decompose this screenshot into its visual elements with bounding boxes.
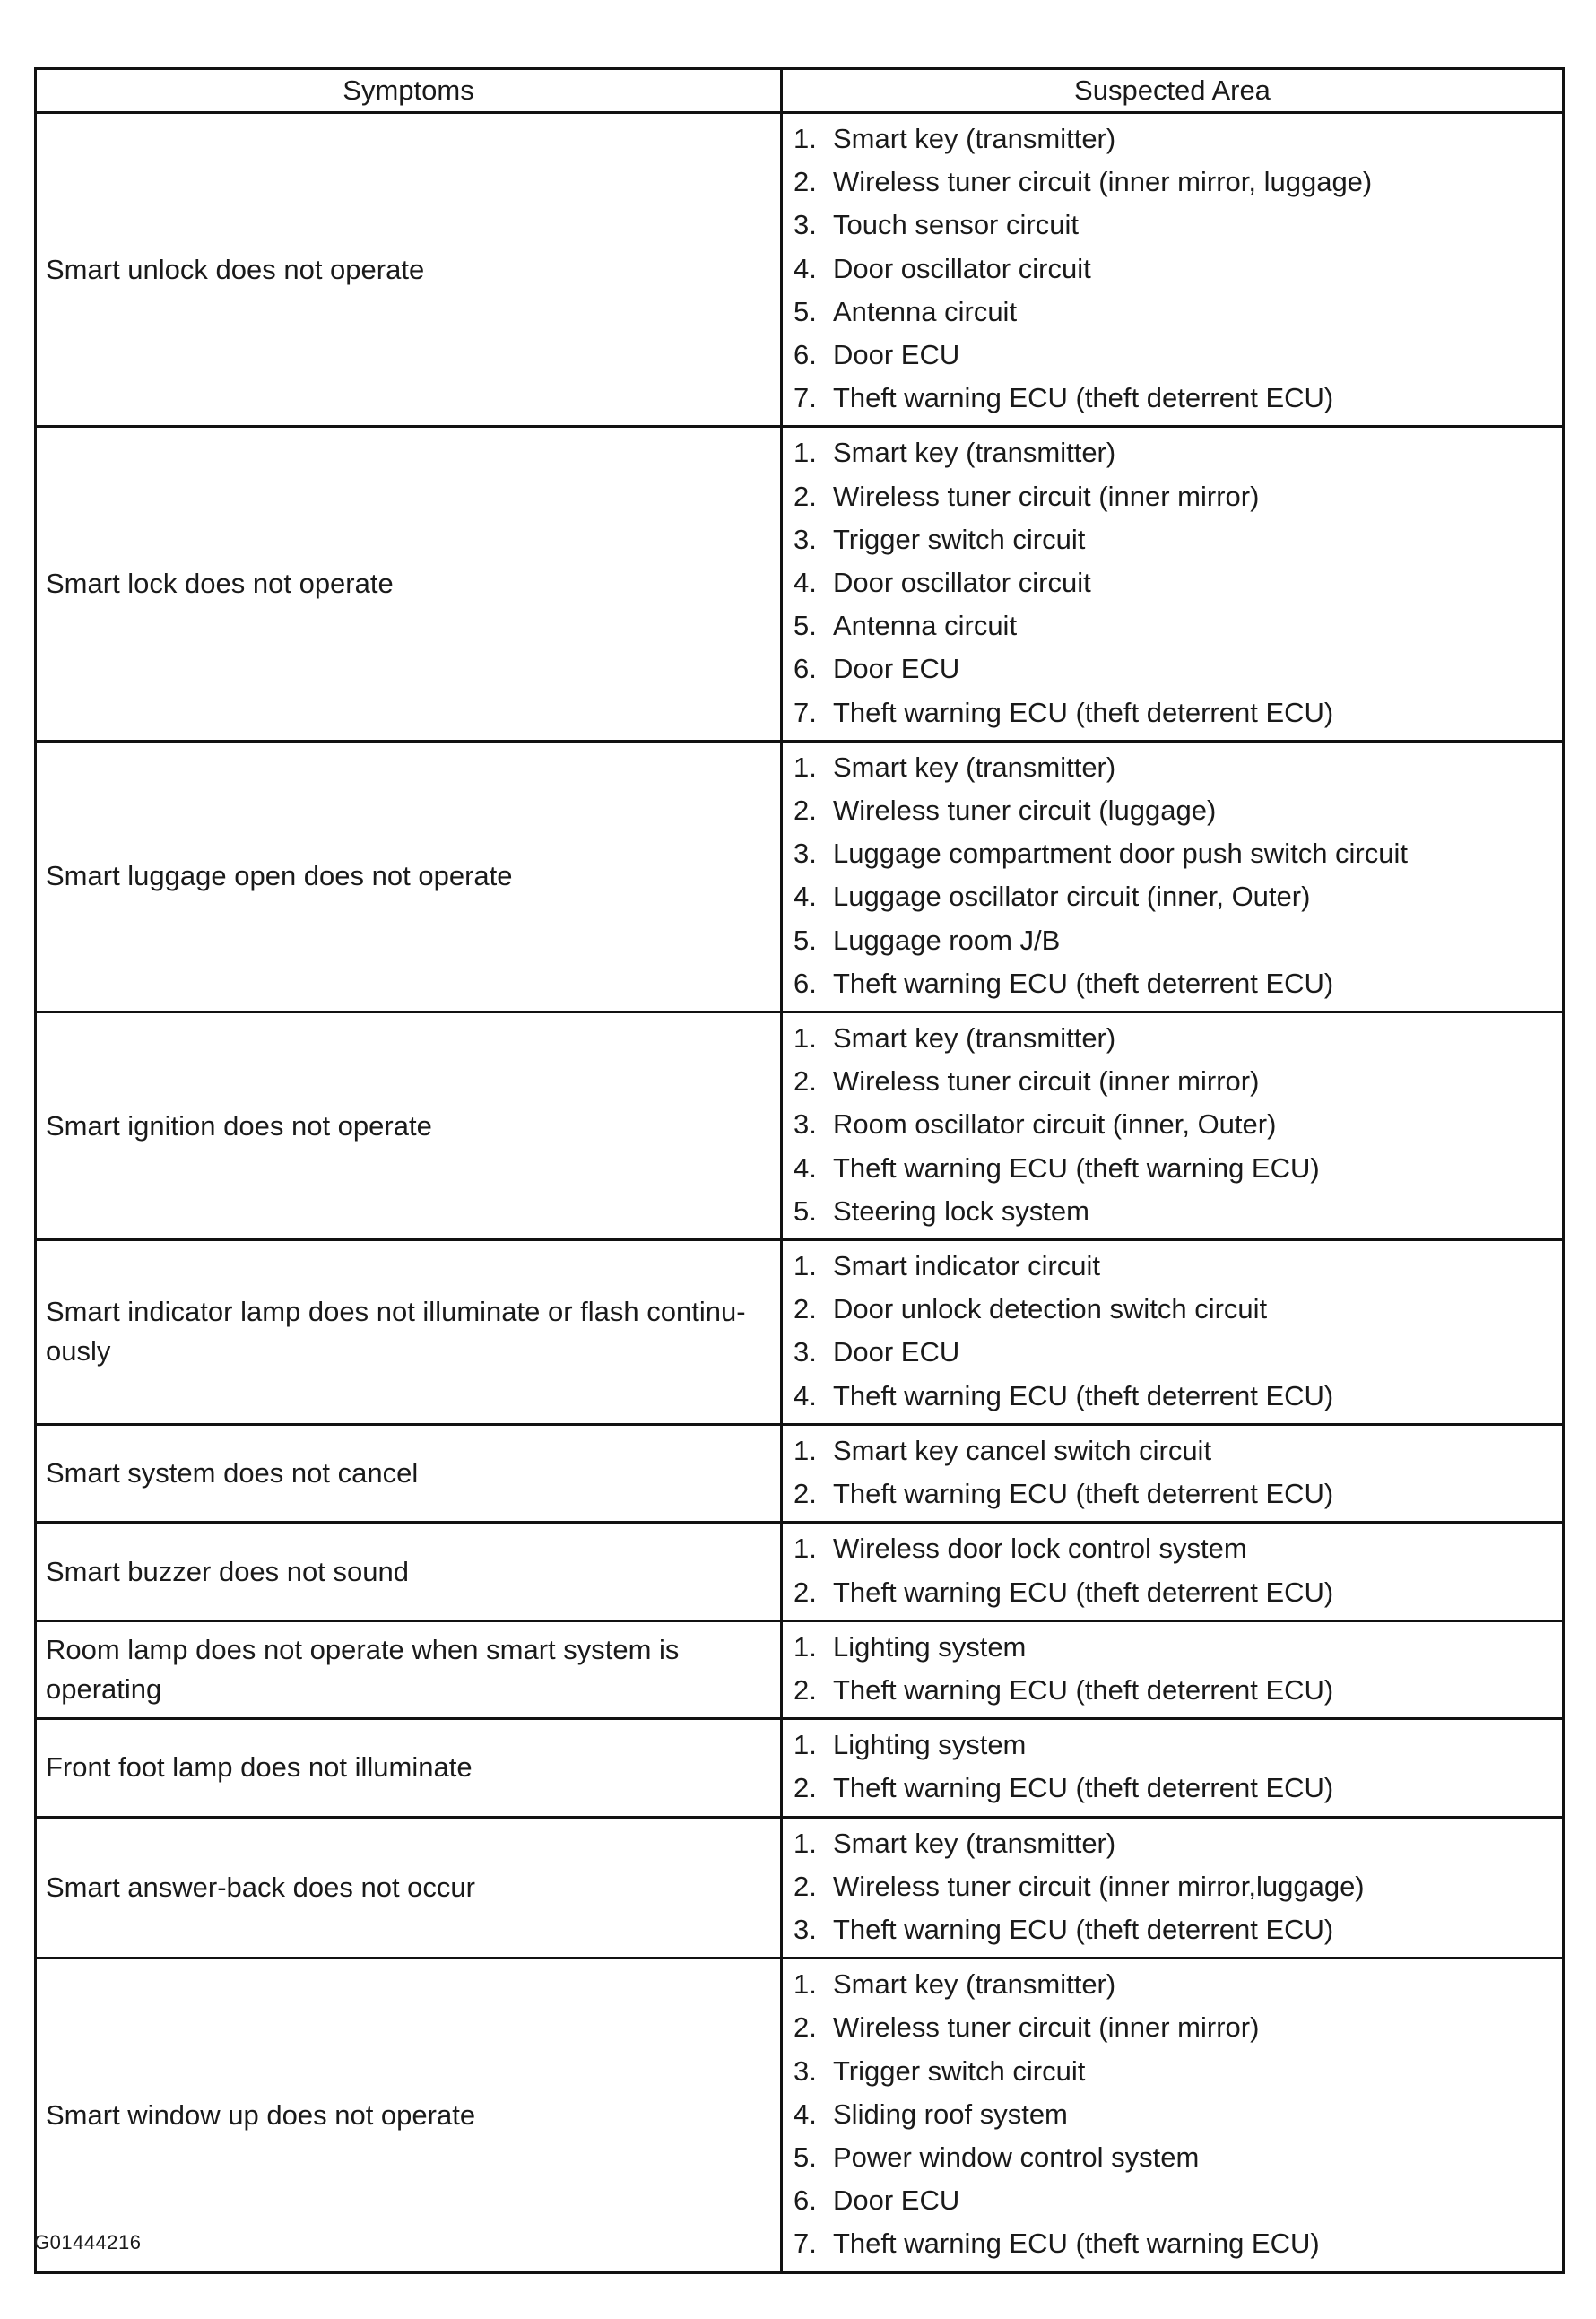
symptom-cell: Smart window up does not operate [36, 1959, 782, 2272]
list-item-number: 2. [794, 2011, 817, 2044]
list-item-text: Door ECU [833, 653, 960, 685]
table-row [36, 1012, 1564, 1240]
list-item [794, 1767, 1562, 1810]
table-row [36, 741, 1564, 1012]
list-item [794, 1288, 1562, 1331]
list-item-text: Trigger switch circuit [833, 2054, 1086, 2087]
table-row [36, 1959, 1564, 2272]
list-item-text: Wireless door lock control system [833, 1533, 1247, 1565]
suspected-area-list [794, 746, 1562, 1005]
list-item [794, 377, 1562, 420]
list-item-text: Smart key (transmitter) [833, 123, 1116, 154]
list-item-text: Door ECU [833, 2184, 960, 2217]
header-suspected-area: Suspected Area [782, 69, 1564, 113]
list-item-text: Antenna circuit [833, 610, 1018, 642]
table-row [36, 1424, 1564, 1522]
list-item-number: 6. [794, 2184, 817, 2217]
table-row [36, 1240, 1564, 1425]
list-item [794, 1571, 1562, 1614]
list-item [794, 1822, 1562, 1865]
list-item-text: Antenna circuit [833, 295, 1018, 327]
list-item-text: Smart key (transmitter) [833, 1827, 1116, 1859]
list-item [794, 117, 1562, 161]
list-item-number: 2. [794, 1065, 817, 1098]
list-item-number: 1. [794, 1434, 817, 1466]
list-item [794, 1472, 1562, 1516]
list-item [794, 475, 1562, 518]
suspected-area-cell [782, 1523, 1564, 1620]
suspected-area-list [794, 1017, 1562, 1233]
table-row [36, 427, 1564, 741]
list-item-text: Luggage room J/B [833, 924, 1061, 956]
suspected-area-cell [782, 1620, 1564, 1718]
list-item-text: Theft warning ECU (theft warning ECU) [833, 1151, 1320, 1184]
list-item [794, 789, 1562, 832]
list-item [794, 1060, 1562, 1103]
list-item-text: Door unlock detection switch circuit [833, 1293, 1268, 1325]
list-item-text: Door oscillator circuit [833, 567, 1091, 599]
list-item-text: Power window control system [833, 2141, 1200, 2173]
suspected-area-cell [782, 427, 1564, 741]
list-item-text: Trigger switch circuit [833, 523, 1086, 555]
list-item-number: 2. [794, 1576, 817, 1608]
list-item [794, 1527, 1562, 1570]
list-item-number: 5. [794, 924, 817, 956]
list-item [794, 1147, 1562, 1190]
list-item-number: 1. [794, 751, 817, 783]
list-item-number: 4. [794, 2098, 817, 2130]
list-item-number: 3. [794, 1108, 817, 1141]
suspected-area-list [794, 1963, 1562, 2265]
list-item [794, 334, 1562, 377]
table-row [36, 1523, 1564, 1620]
list-item [794, 1669, 1562, 1712]
list-item [794, 919, 1562, 962]
suspected-area-cell [782, 1959, 1564, 2272]
table-row [36, 113, 1564, 427]
list-item [794, 746, 1562, 789]
list-item-text: Theft warning ECU (theft deterrent ECU) [833, 1673, 1334, 1706]
list-item-number: 3. [794, 1913, 817, 1945]
list-item-text: Door ECU [833, 339, 960, 371]
list-item-number: 7. [794, 382, 817, 414]
list-item-number: 7. [794, 696, 817, 728]
list-item-number: 2. [794, 1772, 817, 1804]
list-item [794, 1190, 1562, 1233]
list-item-text: Lighting system [833, 1729, 1027, 1761]
list-item [794, 2050, 1562, 2093]
list-item-number: 2. [794, 795, 817, 827]
list-item-number: 4. [794, 1151, 817, 1184]
list-item-text: Wireless tuner circuit (inner mirror) [833, 1065, 1260, 1098]
list-item-number: 6. [794, 967, 817, 999]
list-item-text: Door oscillator circuit [833, 252, 1091, 284]
list-item-text: Theft warning ECU (theft deterrent ECU) [833, 1772, 1334, 1804]
list-item-text: Smart key (transmitter) [833, 1968, 1116, 2001]
list-item-text: Sliding roof system [833, 2098, 1068, 2130]
list-item-number: 3. [794, 209, 817, 241]
list-item-text: Smart indicator circuit [833, 1250, 1101, 1282]
list-item [794, 875, 1562, 918]
symptom-cell: Smart ignition does not operate [36, 1012, 782, 1240]
list-item-text: Theft warning ECU (theft deterrent ECU) [833, 1379, 1334, 1411]
list-item-number: 3. [794, 838, 817, 870]
suspected-area-cell [782, 1012, 1564, 1240]
symptom-cell: Smart answer-back does not occur [36, 1817, 782, 1959]
suspected-area-cell [782, 741, 1564, 1012]
list-item-number: 6. [794, 653, 817, 685]
list-item-text: Room oscillator circuit (inner, Outer) [833, 1108, 1277, 1141]
suspected-area-list [794, 1245, 1562, 1418]
list-item-number: 4. [794, 567, 817, 599]
list-item [794, 604, 1562, 647]
symptom-cell: Smart lock does not operate [36, 427, 782, 741]
list-item-number: 3. [794, 1336, 817, 1368]
header-symptoms: Symptoms [36, 69, 782, 113]
list-item-number: 2. [794, 480, 817, 512]
list-item [794, 1963, 1562, 2006]
symptom-cell: Smart buzzer does not sound [36, 1523, 782, 1620]
list-item [794, 1017, 1562, 1060]
list-item-number: 2. [794, 1673, 817, 1706]
list-item-number: 2. [794, 1870, 817, 1902]
list-item-text: Smart key (transmitter) [833, 1022, 1116, 1055]
list-item [794, 1626, 1562, 1669]
list-item-text: Theft warning ECU (theft deterrent ECU) [833, 696, 1334, 728]
list-item-number: 5. [794, 295, 817, 327]
troubleshooting-table [34, 67, 1565, 2274]
suspected-area-cell [782, 113, 1564, 427]
list-item-text: Wireless tuner circuit (inner mirror,luggage) [833, 1870, 1365, 1902]
suspected-area-list [794, 1429, 1562, 1516]
list-item-text: Smart key (transmitter) [833, 437, 1116, 469]
list-item-text: Wireless tuner circuit (inner mirror) [833, 2011, 1260, 2044]
list-item-text: Theft warning ECU (theft deterrent ECU) [833, 382, 1334, 414]
symptom-cell: Smart unlock does not operate [36, 113, 782, 427]
list-item [794, 1103, 1562, 1146]
list-item-text: Door ECU [833, 1336, 960, 1368]
list-item [794, 1331, 1562, 1374]
list-item [794, 832, 1562, 875]
list-item-text: Smart key (transmitter) [833, 751, 1116, 783]
table-body [36, 113, 1564, 2273]
suspected-area-list [794, 117, 1562, 420]
list-item-number: 5. [794, 610, 817, 642]
list-item [794, 1429, 1562, 1472]
list-item [794, 204, 1562, 247]
list-item-text: Smart key cancel switch circuit [833, 1434, 1212, 1466]
list-item [794, 291, 1562, 334]
list-item [794, 2093, 1562, 2136]
list-item [794, 2136, 1562, 2179]
table-row [36, 1719, 1564, 1817]
list-item [794, 1375, 1562, 1418]
list-item-number: 4. [794, 252, 817, 284]
list-item-number: 1. [794, 437, 817, 469]
list-item-number: 6. [794, 339, 817, 371]
list-item [794, 647, 1562, 690]
list-item [794, 962, 1562, 1005]
list-item-text: Theft warning ECU (theft deterrent ECU) [833, 967, 1334, 999]
list-item-number: 4. [794, 881, 817, 913]
figure-id: G01444216 [34, 2231, 142, 2254]
list-item [794, 2179, 1562, 2222]
suspected-area-cell [782, 1817, 1564, 1959]
list-item-text: Theft warning ECU (theft deterrent ECU) [833, 1913, 1334, 1945]
suspected-area-list [794, 1724, 1562, 1810]
symptom-cell: Smart indicator lamp does not illuminate or flash continu- ously [36, 1240, 782, 1425]
list-item-text: Steering lock system [833, 1194, 1089, 1227]
list-item-text: Theft warning ECU (theft warning ECU) [833, 2228, 1320, 2260]
list-item-number: 1. [794, 1968, 817, 2001]
list-item-number: 1. [794, 1729, 817, 1761]
list-item [794, 431, 1562, 474]
suspected-area-list [794, 1822, 1562, 1952]
list-item [794, 691, 1562, 734]
list-item-number: 1. [794, 1022, 817, 1055]
list-item-number: 2. [794, 166, 817, 198]
suspected-area-list [794, 1527, 1562, 1613]
list-item-text: Theft warning ECU (theft deterrent ECU) [833, 1478, 1334, 1510]
list-item-text: Theft warning ECU (theft deterrent ECU) [833, 1576, 1334, 1608]
list-item [794, 1908, 1562, 1951]
list-item [794, 161, 1562, 204]
symptom-cell: Smart luggage open does not operate [36, 741, 782, 1012]
list-item [794, 1724, 1562, 1767]
list-item-number: 4. [794, 1379, 817, 1411]
suspected-area-cell [782, 1719, 1564, 1817]
table-row [36, 1817, 1564, 1959]
list-item [794, 2222, 1562, 2265]
list-item-text: Wireless tuner circuit (luggage) [833, 795, 1217, 827]
list-item-text: Wireless tuner circuit (inner mirror, luggage) [833, 166, 1373, 198]
list-item-number: 1. [794, 123, 817, 154]
list-item-number: 5. [794, 1194, 817, 1227]
list-item-number: 5. [794, 2141, 817, 2173]
list-item [794, 561, 1562, 604]
list-item [794, 2006, 1562, 2049]
list-item-text: Touch sensor circuit [833, 209, 1079, 241]
table-row [36, 1620, 1564, 1718]
list-item [794, 1865, 1562, 1908]
list-item [794, 1245, 1562, 1288]
symptom-cell: Room lamp does not operate when smart system is operating [36, 1620, 782, 1718]
list-item [794, 518, 1562, 561]
suspected-area-cell [782, 1424, 1564, 1522]
list-item-text: Lighting system [833, 1630, 1027, 1663]
list-item [794, 248, 1562, 291]
suspected-area-list [794, 431, 1562, 734]
list-item-number: 1. [794, 1250, 817, 1282]
list-item-number: 2. [794, 1293, 817, 1325]
suspected-area-list [794, 1626, 1562, 1712]
list-item-number: 3. [794, 2054, 817, 2087]
suspected-area-cell [782, 1240, 1564, 1425]
list-item-number: 1. [794, 1533, 817, 1565]
list-item-text: Wireless tuner circuit (inner mirror) [833, 480, 1260, 512]
list-item-number: 1. [794, 1630, 817, 1663]
list-item-text: Luggage compartment door push switch circuit [833, 838, 1408, 870]
header-row [36, 69, 1564, 113]
list-item-number: 2. [794, 1478, 817, 1510]
list-item-number: 1. [794, 1827, 817, 1859]
list-item-text: Luggage oscillator circuit (inner, Outer) [833, 881, 1311, 913]
symptom-cell: Front foot lamp does not illuminate [36, 1719, 782, 1817]
symptom-cell: Smart system does not cancel [36, 1424, 782, 1522]
list-item-number: 7. [794, 2228, 817, 2260]
list-item-number: 3. [794, 523, 817, 555]
